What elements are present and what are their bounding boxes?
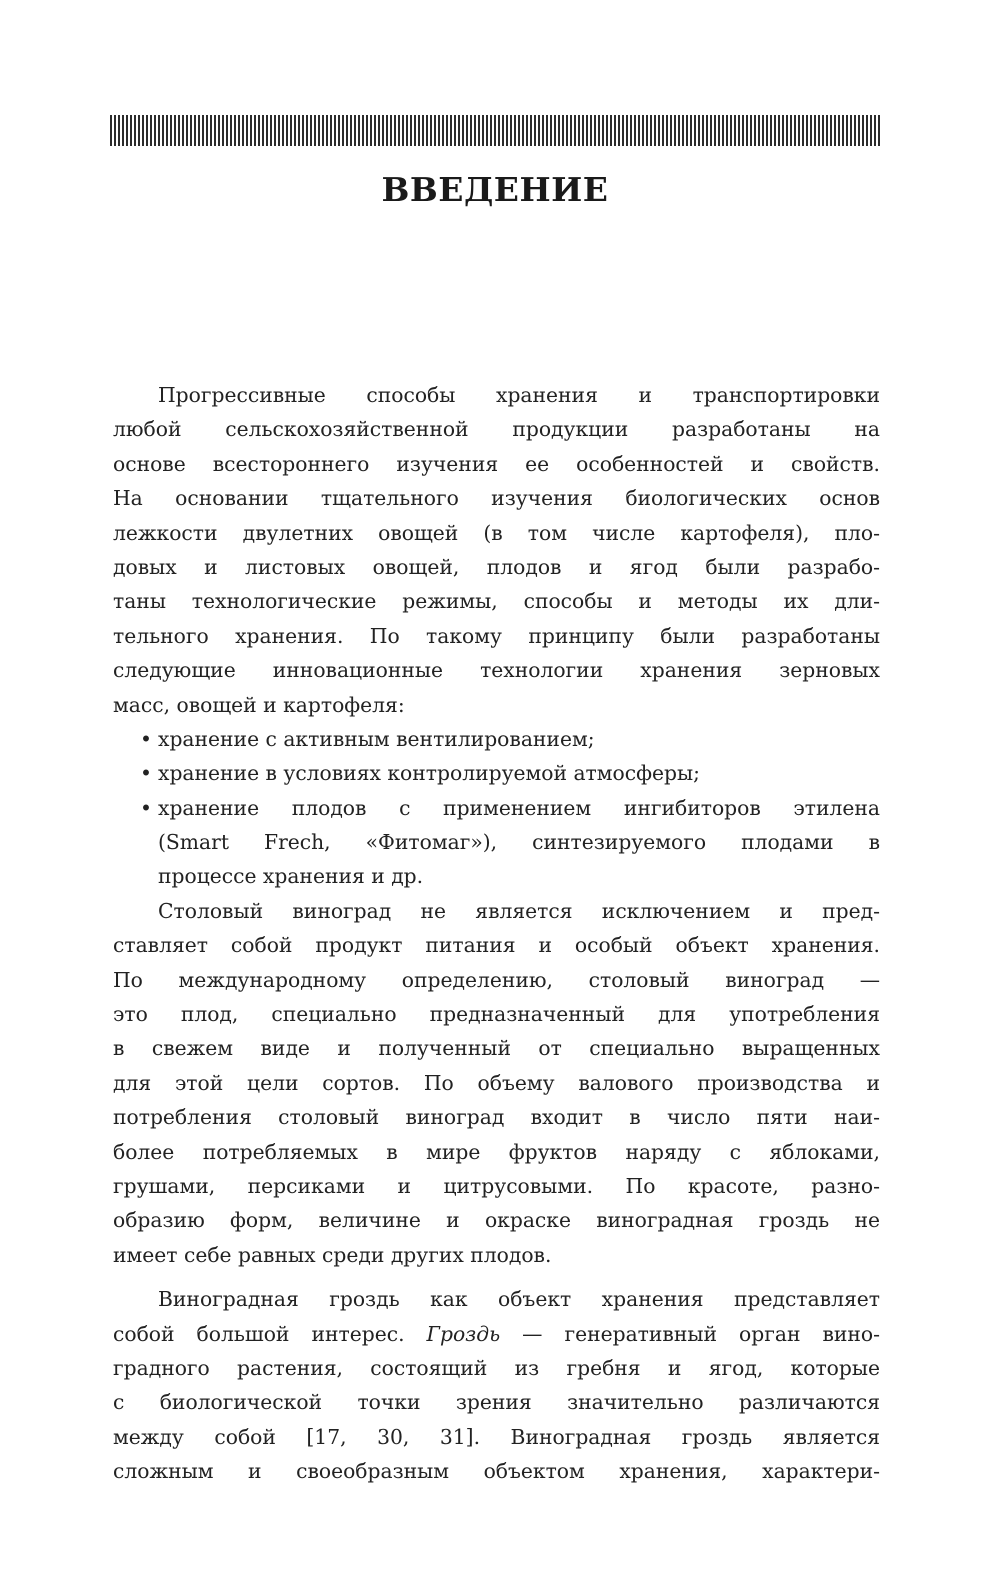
list-item-continuation: процессе хранения и др. [158,864,424,889]
text-line: в свежем виде и полученный от специально выращенных [113,1036,880,1061]
paragraph-spacer [113,1272,880,1282]
term-italic: Гроздь [426,1321,501,1346]
text-line: ставляет собой продукт питания и особый объект хранения. [113,933,880,958]
text-line: таны технологические режимы, способы и методы их дли- [113,589,880,614]
text-line: масс, овощей и картофеля: [113,692,405,717]
text-line: это плод, специально предназначенный для употребления [113,1002,880,1027]
text-line: лежкости двулетних овощей (в том числе картофеля), пло- [113,520,880,545]
paragraph-grape-cluster [113,1282,880,1488]
text-line: любой сельскохозяйственной продукции разработаны на [113,417,880,442]
storage-methods-list [113,722,880,894]
list-item [113,722,880,756]
chapter-title: ВВЕДЕНИЕ [381,170,609,209]
text-line: имеет себе равных среди других плодов. [113,1242,552,1267]
text-line: грушами, персиками и цитрусовыми. По красоте, разно- [113,1173,880,1198]
text-line: На основании тщательного изучения биологических основ [113,486,880,511]
list-item-text: хранение с активным вентилированием; [158,726,595,751]
text-line [113,1317,880,1351]
text-line: основе всестороннего изучения ее особенностей и свойств. [113,451,880,476]
list-item [113,791,880,825]
bullet-icon: • [140,726,152,751]
list-item-continuation: (Smart Frech, «Фитомаг»), синтезируемого плодами в [158,830,880,855]
bullet-icon: • [140,795,152,820]
text-line: Прогрессивные способы хранения и транспортировки [158,383,880,407]
text-line: более потребляемых в мире фруктов наряду с яблоками, [113,1139,880,1164]
paragraph-intro [113,378,880,722]
decorative-header-rule [110,115,880,146]
paragraph-table-grapes [113,894,880,1272]
text-fragment: собой большой интерес. [113,1321,427,1346]
text-line: сложным и своеобразным объектом хранения, характери- [113,1459,880,1484]
text-line: образию форм, величине и окраске виноградная гроздь не [113,1208,880,1233]
text-line: для этой цели сортов. По объему валового производства и [113,1070,880,1095]
text-line: между собой [17, 30, 31]. Виноградная гроздь является [113,1424,880,1449]
text-line: тельного хранения. По такому принципу были разработаны [113,623,880,648]
text-line: Столовый виноград не является исключением и пред- [158,898,880,923]
list-item-text: хранение плодов с применением ингибиторов этилена [158,795,880,820]
list-item [113,756,880,790]
list-item-text: хранение в условиях контролируемой атмосферы; [158,761,700,786]
text-line: потребления столовый виноград входит в число пяти наи- [113,1105,880,1130]
text-line: Виноградная гроздь как объект хранения представляет [158,1287,880,1312]
text-line: По международному определению, столовый виноград — [113,967,880,992]
body-text [113,378,880,1489]
bullet-icon: • [140,761,152,786]
text-line: довых и листовых овощей, плодов и ягод были разрабо- [113,554,880,579]
text-line: с биологической точки зрения значительно различаются [113,1390,880,1415]
text-line: следующие инновационные технологии хранения зерновых [113,658,880,683]
text-line: градного растения, состоящий из гребня и ягод, которые [113,1355,880,1380]
text-fragment: — генеративный орган вино- [500,1321,880,1346]
